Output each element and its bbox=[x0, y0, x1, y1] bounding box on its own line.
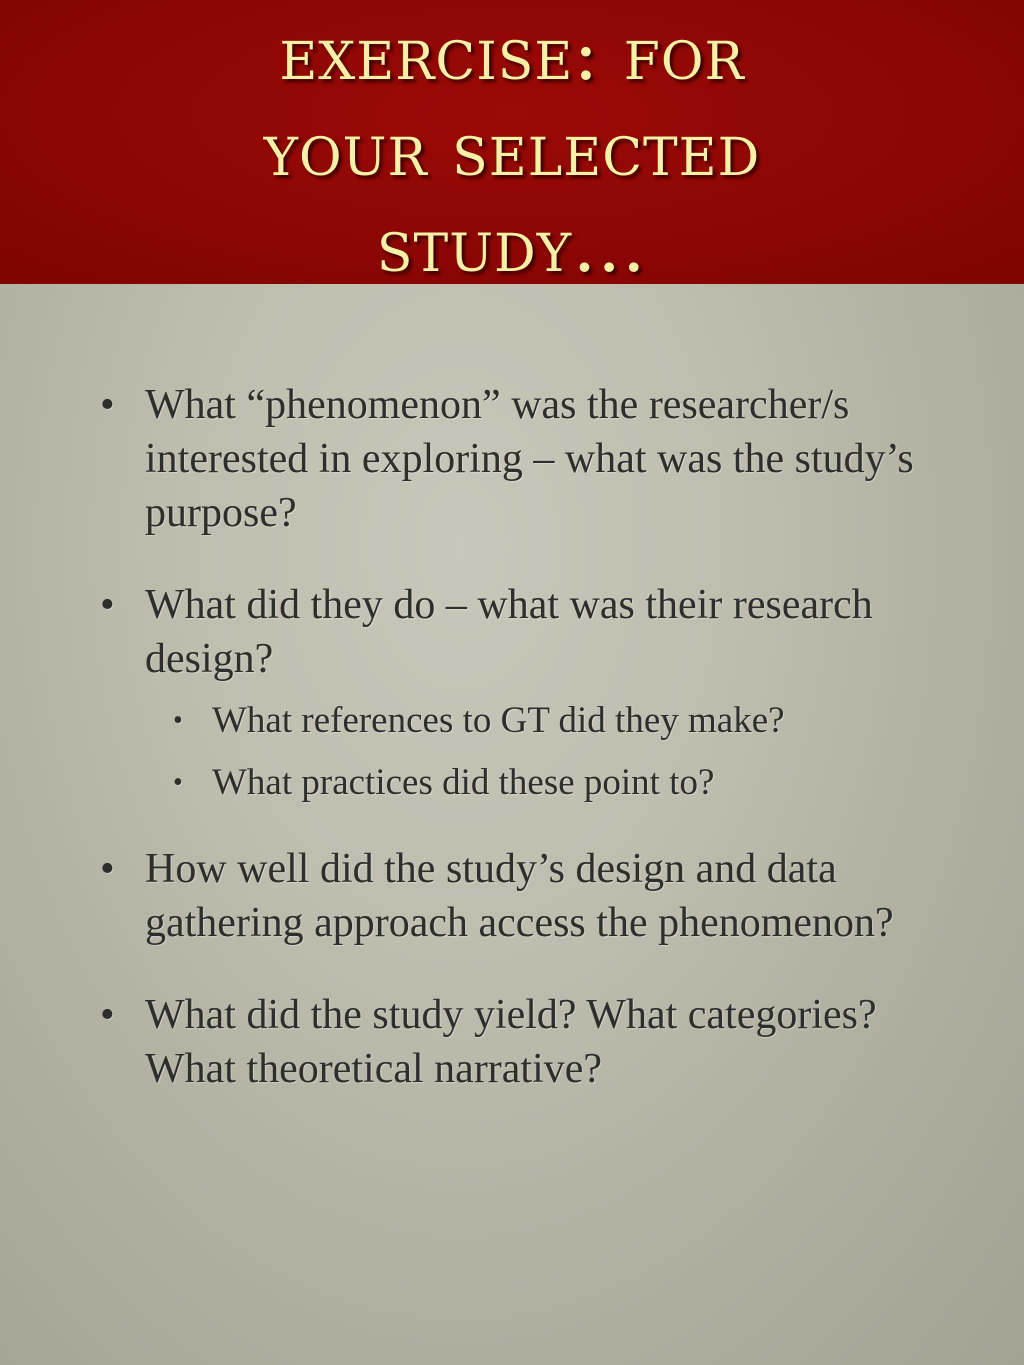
sub-bullet-text: What references to GT did they make? bbox=[212, 700, 785, 741]
bullet-item-design-access bbox=[100, 842, 920, 950]
bullet-text: What “phenomenon” was the researcher/s interested in exploring – what was the study’s purpose? bbox=[145, 382, 914, 536]
sub-bullet-icon: • bbox=[173, 705, 183, 736]
bullet-text: What did they do – what was their research design? bbox=[145, 582, 873, 682]
bullet-item-research-design bbox=[100, 578, 920, 814]
bullet-icon: • bbox=[100, 992, 115, 1038]
bullet-icon: • bbox=[100, 582, 115, 628]
bullet-list bbox=[100, 378, 920, 1134]
bullet-item-study-yield bbox=[100, 988, 920, 1096]
sub-bullet-icon: • bbox=[173, 767, 183, 798]
slide-title bbox=[0, 0, 1024, 294]
title-line-3: study… bbox=[376, 203, 648, 289]
bullet-text: How well did the study’s design and data gathering approach access the phenomenon? bbox=[145, 846, 894, 946]
sub-bullet-list bbox=[145, 690, 920, 814]
bullet-icon: • bbox=[100, 846, 115, 892]
bullet-icon: • bbox=[100, 382, 115, 428]
sub-bullet-item-gt-references bbox=[145, 690, 920, 752]
bullet-item-phenomenon bbox=[100, 378, 920, 540]
title-line-1: exercise: for bbox=[279, 11, 745, 97]
title-line-2: your selected bbox=[263, 107, 761, 193]
bullet-text: What did the study yield? What categories? What theoretical narrative? bbox=[145, 992, 877, 1092]
sub-bullet-text: What practices did these point to? bbox=[212, 762, 715, 803]
sub-bullet-item-practices bbox=[145, 752, 920, 814]
